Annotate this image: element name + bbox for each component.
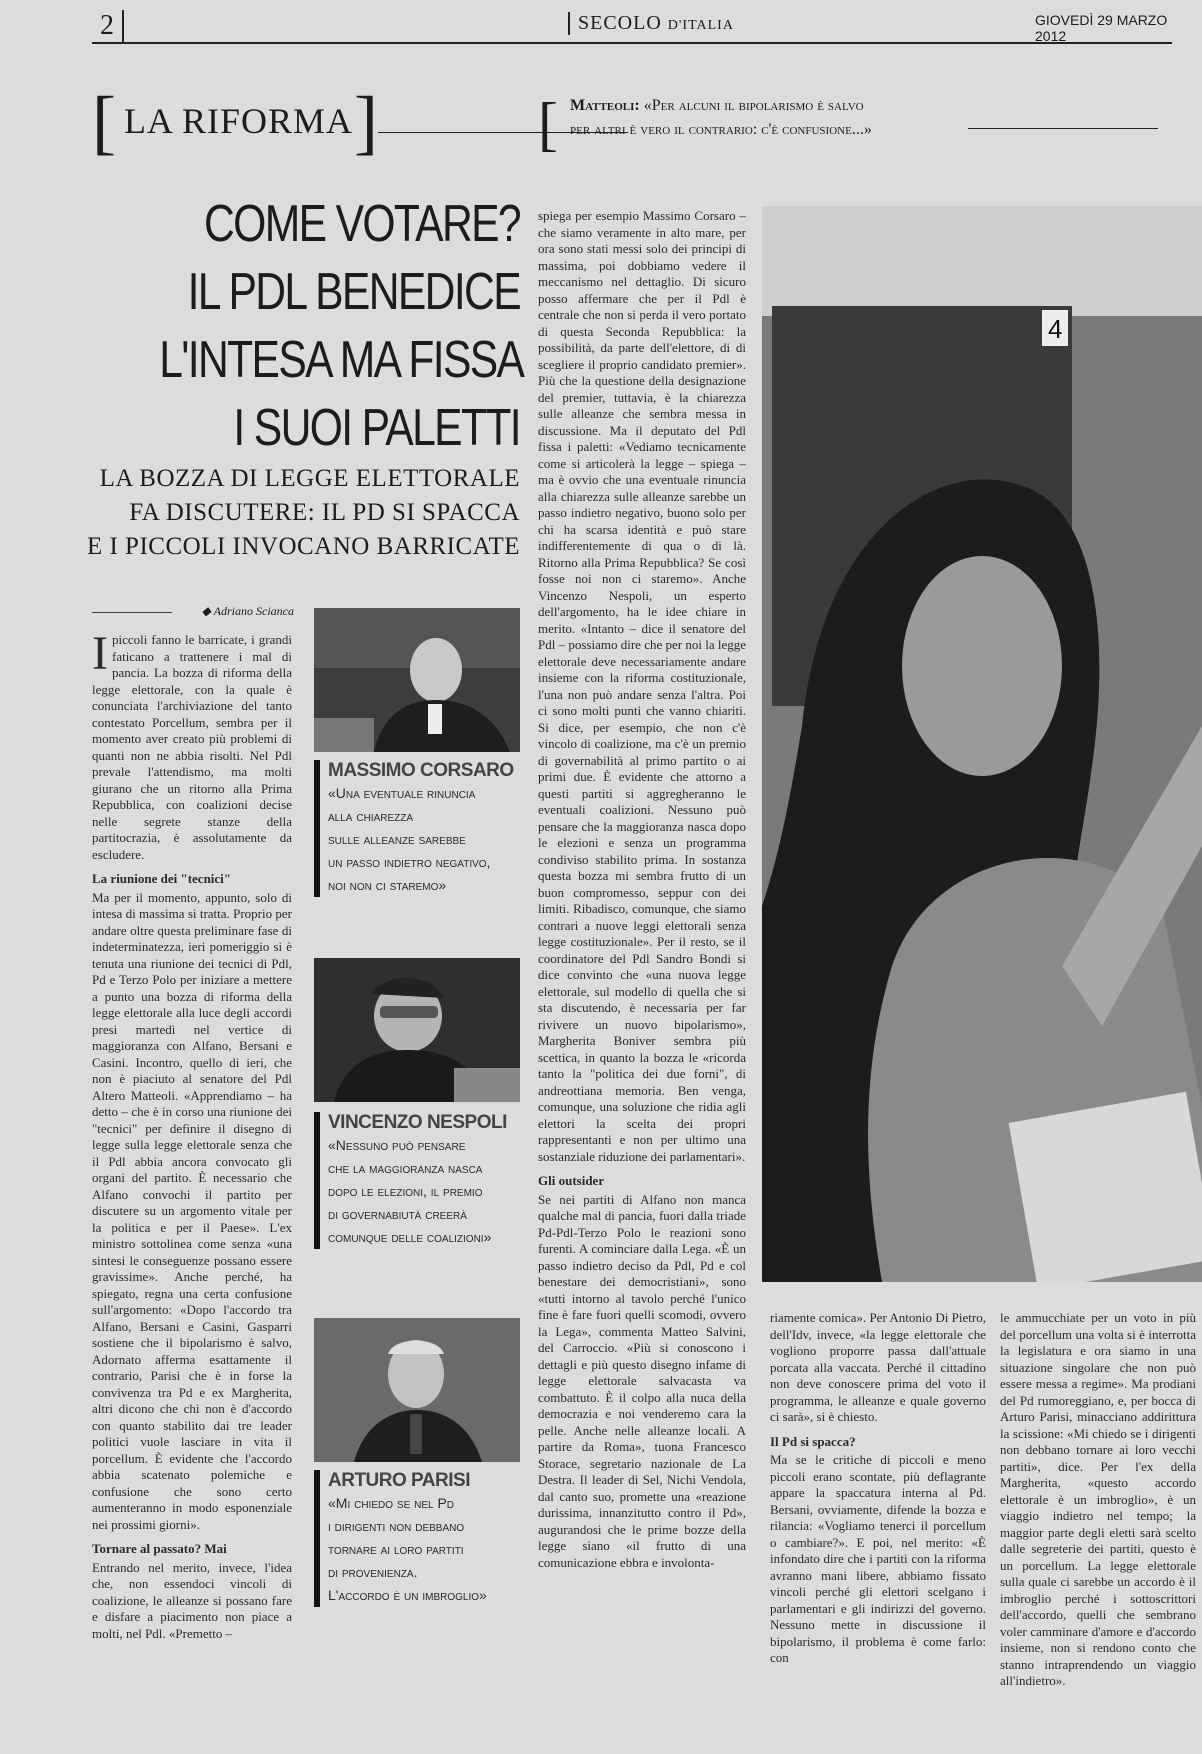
portrait-illustration bbox=[314, 1318, 520, 1462]
quote-line: alla chiarezza bbox=[328, 808, 414, 824]
article-column-1 bbox=[92, 632, 292, 1710]
top-quote-speaker: Matteoli: bbox=[570, 97, 640, 114]
paragraph: Ma per il momento, appunto, solo di intesa di massima si tratta. Proprio per andare oltre questa preliminare fase di indeterminatezza, ieri pomeriggio si è tenuta una riunione dei tecnici di Pdl, Pd e Terzo Polo per iniziare a mettere a punto una bozza di riforma della legge elettorale alla luce degli accordi presi martedì nel vertice di maggioranza con Alfano, Bersani e Casini. Incontro, quello di ieri, che non è piaciuto al senatore del Pdl Altero Matteoli. «Apprendiamo – ha detto – che è in corso una riunione dei "tecnici" per definire il disegno di legge sulla legge elettorale senza che il Pdl abbia ancora convocato gli organi del partito. È necessario che Alfano convochi il partito per discutere su un argomento vitale per la politica e per il Paese». L'ex ministro sottolinea come senza «una sintesi le conseguenze possano essere gravissime». Anche perché, ha spiegato, regna una certa confusione sull'argomento: «Dopo l'accordo tra Alfano, Bersani e Casini, Gasparri sostiene che il bipolarismo è salvo, Adornato afferma esattamente il contrario, Parisi che è in forse la convivenza tra Pd e ex Margherita, altri dicono che chi non è d'accordo con quanto stabilito dai tre leader politici vuole lasciare in vita il porcellum. È evidente che l'accordo abbia scatenato polemiche e confusione che sono certo aumenteranno in modo esponenziale nei prossimi giorni». bbox=[92, 889, 292, 1532]
subheadline bbox=[78, 462, 520, 564]
paragraph: spiega per esempio Massimo Corsaro – che siamo veramente in alto mare, per ora sono stati messi solo dei principi di massima, poi dobbiamo vedere il meccanismo nel dettaglio. Di sicuro posso affermare che per il Pdl è centrale che non si perda il vero portato di questa Seconda Repubblica: la possibilità, da parte dell'elettore, di di scegliere il proprio candidato premier». Più che la questione della designazione del premier, tuttavia, è la chiarezza sulle alleanze che sembra messa in discussione. Ma il deputato del Pdl fissa i paletti: «Vediamo tecnicamente come si articolerà la legge – spiega – ma è ovvio che una eventuale rinuncia alla chiarezza sulle alleanze sarebbe un passo indietro negativo, buono solo per chi ha scarsa identità e può stare indifferentemente di qua o di là. Ritorno alla Prima Repubblica? Se così fosse noi non ci staremo». Anche Vincenzo Nespoli, un esperto dell'argomento, ha le idee chiare in merito. «Intanto – dice il senatore del Pdl – possiamo dire che per noi la legge elettorale deve necessariamente andare insieme con la riforma costituzionale, l'una non può andare senza l'altra. Poi ci sono molti punti che vanno chiariti. Si dice, per esempio, che non c'è vincolo di coalizione, ma c'è un premio di governabilità al primo partito o ai primi due. È evidente che attorno a questi partiti si aggregheranno le eventuali coalizioni. Nessuno può pensare che la maggioranza nasca dopo le elezioni e senza un programma condiviso stabilito prima. In sostanza questa bozza mi sembra frutto di un buon compromesso, seppur con dei limiti. Ribadisco, comunque, che siamo contrari a nuove leggi elettorali senza legge costituzionale». Per il resto, se il coordinatore del Pdl Sandro Bondi si dice convinto che «una nuova legge elettorale, sul modello di quella che si sta discutendo, è necessaria per far rivivere un nuovo bipolarismo», Margherita Boniver sembra più scettica, in quanto la bozza le «ricorda tanto la "politica dei due forni", di andreottiana memoria. Ben venga, comunque, una soluzione che ridia agli elettori la scelta dei propri rappresentanti e non per ultimo una sostanziale riduzione dei parlamentari». bbox=[538, 208, 746, 1164]
right-bracket: ] bbox=[354, 82, 378, 162]
quote-box-corsaro bbox=[314, 760, 534, 897]
byline-rule bbox=[92, 612, 172, 613]
quote-line: i dirigenti non debbano bbox=[328, 1518, 465, 1534]
quote-line: dopo le elezioni, il premio bbox=[328, 1183, 483, 1199]
paragraph bbox=[92, 632, 292, 863]
paragraph: Se nei partiti di Alfano non manca qualche mal di pancia, fuori dalla triade Pd-Pdl-Terzo Polo le reazioni sono furenti. A cominciare dalla Lega. «È un passo indietro deciso da Pdl, Pd e col benestare dei democristiani», sono «tutti intorno al tavolo perché l'unico fine è fare fuori quelli scomodi, ovvero la Lega», commenta Matteo Salvini, del Carroccio. «Più si conoscono i dettagli e più questo disegno infame di legge elettorale salvacasta va combattuto. È il colpo alla nuca della democrazia e noi venderemo cara la pelle. Anche nelle alleanze locali. A partire da Roma», tuona Francesco Storace, segretario nazionale de La Destra. Il leader di Sel, Nichi Vendola, dal canto suo, promette una «reazione durissima, innanzitutto contro il Pd», augurandosi che le prime bozze della legge siano «il frutto di una comunicazione ebbra e involonta- bbox=[538, 1191, 746, 1570]
byline bbox=[92, 604, 294, 620]
article-column-5 bbox=[1000, 1310, 1196, 1710]
left-bracket: [ bbox=[92, 82, 116, 162]
quote-box-nespoli bbox=[314, 1112, 534, 1249]
masthead-subtitle: D'ITALIA bbox=[667, 18, 734, 33]
subheading: Gli outsider bbox=[538, 1173, 605, 1188]
paragraph: Entrando nel merito, invece, l'idea che, non essendoci vincoli di coalizione, le alleanze si possano fare e disfare a piacimento non piace a molti, nel Pdl. «Premetto – bbox=[92, 1559, 292, 1641]
quote-line: che la maggioranza nasca bbox=[328, 1160, 483, 1176]
header-rule bbox=[92, 42, 1172, 44]
quote-line: sulle alleanze sarebbe bbox=[328, 831, 466, 847]
quote-line: noi non ci staremo» bbox=[328, 877, 447, 893]
headline-line: L'INTESA MA FISSA bbox=[159, 331, 524, 389]
byline-author: ◆ Adriano Scianca bbox=[201, 604, 294, 618]
paragraph: riamente comica». Per Antonio Di Pietro, dell'Idv, invece, «la legge elettorale che vogliono proporre passa dall'attuale porcata alla vaccata. Perché il cittadino non deve conoscere prima del voto il programma, le alleanze e quale governo ci sarà», si è chiesto. bbox=[770, 1310, 986, 1424]
main-photo bbox=[762, 206, 1202, 1282]
quote-line: di governabiutà creerà bbox=[328, 1206, 467, 1222]
subhead-line: E I PICCOLI INVOCANO BARRICATE bbox=[86, 533, 520, 560]
photo-nespoli bbox=[314, 958, 520, 1102]
page-number: 2 bbox=[92, 10, 124, 44]
headline-line: COME VOTARE? bbox=[204, 195, 520, 253]
paragraph-text: piccoli fanno le barricate, i grandi faticano a trattenere i mal di pancia. La bozza di riforma della legge elettorale, con la quale è conunciata l'archiviazione del tanto contestato Porcellum, sembra per il momento aver creato più problemi di quanti non ne abbia risolti. Nel Pdl prevale l'attendismo, ma molti giurano che un ritorno alla Prima Repubblica, con coalizioni decise nelle segrete stanze della partitocrazia, è assolutamente da escludere. bbox=[92, 632, 292, 862]
top-quote-line2: per altri è vero il contrario: c'è confusione...» bbox=[570, 121, 872, 138]
masthead-title: SECOLO bbox=[578, 12, 662, 34]
voting-woman-illustration bbox=[762, 206, 1202, 1282]
quote-name: MASSIMO CORSARO bbox=[328, 760, 514, 781]
quote-line: «Una eventuale rinuncia bbox=[328, 785, 476, 801]
photo-parisi bbox=[314, 1318, 520, 1462]
quote-bracket: [ bbox=[538, 91, 558, 157]
quote-line: «Mi chiedo se nel Pd bbox=[328, 1495, 455, 1511]
paragraph: le ammucchiate per un voto in più del porcellum una volta si è interrotta la legislatura e ora siamo in una situazione singolare che non può essere messa a regime». Ma prodiani del Pd rumoreggiano, e, per bocca di Arturo Parisi, minacciano addirittura la scissione: «Mi chiedo se i dirigenti non debbano tornare ai loro vecchi partiti», dice. Per l'ex della Margherita, «questo accordo elettorale è un imbroglio», è un viaggio indietro nel tempo; la maggior parte degli eletti sarà scelto dalle segreterie dei partiti, questo è un porcellum. La legge elettorale sulla quale ci sarebbe un accordo è il imbroglio perché i sottoscrittori dell'accordo, quelli che sembrano voler camminare d'amore e d'accordo insieme, non si rendono conto che stanno intraprendendo un viaggio all'indietro». bbox=[1000, 1310, 1196, 1688]
quote-line: L'accordo è un imbroglio» bbox=[328, 1587, 487, 1603]
issue-date: GIOVEDÌ 29 MARZO 2012 bbox=[1035, 12, 1168, 44]
subhead-line: LA BOZZA DI LEGGE ELETTORALE bbox=[99, 465, 520, 492]
quote-line: di provenienza. bbox=[328, 1564, 418, 1580]
quote-line: comunque delle coalizioni» bbox=[328, 1229, 492, 1245]
article-column-3 bbox=[538, 208, 746, 1710]
top-quote-line1: «Per alcuni il bipolarismo è salvo bbox=[643, 97, 864, 114]
photo-corsaro bbox=[314, 608, 520, 752]
headline bbox=[159, 190, 524, 462]
top-quote-text bbox=[570, 94, 872, 142]
headline-line: IL PDL BENEDICE bbox=[187, 263, 520, 321]
subheading: Tornare al passato? Mai bbox=[92, 1541, 227, 1556]
quote-line: tornare ai loro partiti bbox=[328, 1541, 464, 1557]
subheading: La riunione dei "tecnici" bbox=[92, 871, 232, 886]
booth-number: 4 bbox=[1048, 314, 1063, 344]
masthead bbox=[568, 12, 734, 35]
quote-name: ARTURO PARISI bbox=[328, 1470, 470, 1491]
section-label: LA RIFORMA bbox=[124, 101, 354, 141]
portrait-illustration bbox=[314, 958, 520, 1102]
quote-line: un passo indietro negativo, bbox=[328, 854, 491, 870]
subhead-line: FA DISCUTERE: IL PD SI SPACCA bbox=[129, 499, 520, 526]
quote-box-parisi bbox=[314, 1470, 534, 1607]
section-kicker bbox=[92, 82, 552, 162]
portrait-illustration bbox=[314, 608, 520, 752]
paragraph: Ma se le critiche di piccoli e meno piccoli erano scontate, più deflagrante appare la spaccatura interna al Pd. Bersani, ovviamente, difende la bozza e rilancia: «Vogliamo tenerci il porcellum o cambiare?». E poi, nel merito: «È infondato dire che i partiti con la riforma avranno mani libere, abbiamo fissato vincoli perché gli elettori scelgano i parlamentari e gli indirizzi del governo. Nessuno mette in discussione il bipolarismo, il problema è come farlo: con bbox=[770, 1452, 986, 1665]
article-column-4 bbox=[770, 1310, 986, 1710]
quote-name: VINCENZO NESPOLI bbox=[328, 1112, 507, 1133]
subheading: Il Pd si spacca? bbox=[770, 1433, 856, 1449]
quote-rule bbox=[968, 128, 1158, 129]
top-quote bbox=[538, 92, 1158, 162]
quote-line: «Nessuno può pensare bbox=[328, 1137, 466, 1153]
headline-line: I SUOI PALETTI bbox=[233, 399, 520, 457]
drop-cap: I bbox=[92, 632, 108, 680]
